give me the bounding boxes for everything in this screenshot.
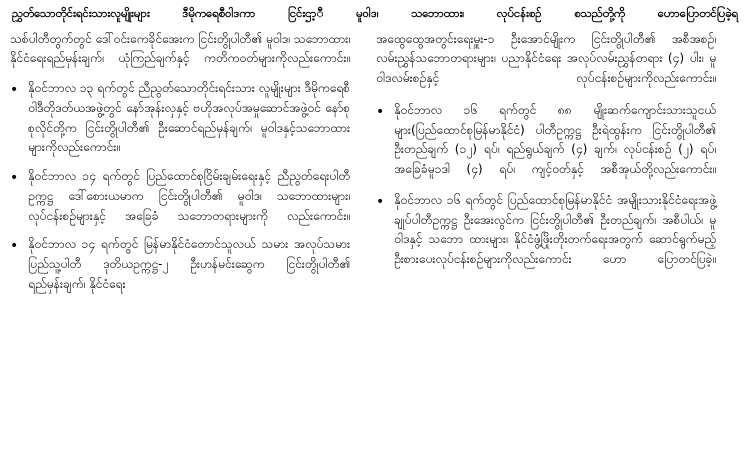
list-item-text: နိုဝင်ဘာလ ၁၄ ရက်တွင် မြန်မာနိုင်ငံတောင်သူလယ် သမား အလုပ်သမားပြည်သူ့ပါတီ ဒုတိယဥက္ကဋ္ဌ-၂ ဦးဟန်မင်းဆွေက ငြင်းတွိုပါတီ၏ ရည်မှန်းချက်၊ နိုင်ငံရေး [28, 237, 350, 291]
list-item-text: နိုဝင်ဘာလ ၁၄ ရက်တွင် ပြည်ထောင်စုငြိမ်းချမ်းရေးနှင့် ညီညွတ်ရေးပါတီဥက္ကဋ္ဌ ဒေါ်စေားယမာက ငြင်းတွိုပါတီ၏ မူဝါဒ၊ သဘောထားများ၊ လုပ်ငန်းစဉ်များနှင့် အခြေခံ သဘောတရားများကို လည်းကောင်း။ [28, 169, 350, 223]
paragraph: သစ်ပါတီတွက်တွင် ဒေါ်ဝင်းကေခိုင်အေးက ငြင်းတွိုပါတီ၏ မူဝါဒ၊ သဘောထား၊ နိုင်ငံရေးရည်မှန်းချက်၊ ယုံကြည်ချက်နှင့် ကတိကဝတ်များကိုလည်းကောင်း။ [10, 31, 350, 66]
bullet-icon: • [376, 103, 385, 120]
list-item-text: နိုဝင်ဘာလ ၁၆ ရက်တွင် ၈၈ မျိုးဆက်ကျောင်းသားသူငယ် များ(ပြည်ထောင်စုမြန်မာနိုင်ငံ) ပါတီဥက္ကဋ္ဌ ဦးရဲထွန်းက ငြင်းတွိုပါတီ၏ ဦးတည်ချက် (၁၂) ရပ်၊ ရည်ရွယ်ချက် (၄) ချက်၊ လုပ်ငန်းစဉ် (၂) ရပ်၊ အခြေခံမူ၁ဒါ (၄) ရပ်၊ ကျင့်ဝတ်နှင့် အစီအုယ်တို့လည်းကောင်း။ [394, 102, 716, 177]
list-item [376, 101, 716, 180]
bullet-icon: • [376, 193, 385, 210]
left-column [10, 30, 350, 304]
page-title: ညွှတ်သောတိုင်းရင်းသားလူမျိုးများ ဒီမိုကရေစီဝါဒကာ ငြင်းဌာ့ီ မူဝါဒ၊ သဘောထား၊ လုပ်ငန်းစဉ် စသည်တို့ကို ဟောပြောတင်ပြခဲ့ရ [12, 6, 738, 20]
bullet-icon: • [10, 238, 19, 255]
list-item [10, 79, 350, 158]
list-item [376, 191, 716, 270]
right-column [376, 30, 716, 279]
paragraph: အထွေထွေအတွင်းရေးမှူး-၁ ဦးအောင်မျိုးက ငြင်းတွိုပါတီ၏ အစီအစဉ်၊ လမ်းညွှန်သဘောတရားများ၊ ပညာနိုင်ငံရေး အလုပ်လမ်းညွှန်တရား (၄) ပါး၊ မူဝါဒလမ်းစဉ်နှင့် လုပ်ငန်းစဉ်များကိုလည်းကောင်း။ [376, 31, 716, 86]
bullet-icon: • [10, 82, 19, 99]
two-column-layout [10, 30, 740, 304]
list-item [10, 167, 350, 226]
bullet-icon: • [10, 170, 19, 187]
list-item [10, 235, 350, 294]
list-item-text: နိုဝင်ဘာလ ၁၆ ရက်တွင် ပြည်ထောင်စုမြန်မာနိုင်ငံ အမျိုးသားနိုင်ငံရေးအဖွဲ့ချုပ်ပါတီဥက္ကဋ္ဌ ဦးအေးလွင်က ငြင်းတွိုပါတီ၏ ဦးတည်ချက်၊ အစီပါယ်၊ မူဝါဒနှင့် သဘော ထားများ၊ နိုင်ငံဖွံ့ဖြိုးတိုးတက်ရေးအတွက် ဆောင်ရွက်မည့်ဦးစားပေးလုပ်ငန်းစဉ်များကိုလည်းကောင်း ဟော ပြောတင်ပြခဲ့။ [394, 192, 716, 267]
list-item-text: နိုဝင်ဘာလ ၁၃ ရက်တွင် ညီညွတ်သောတိုင်းရင်းသား လူမျိုးများ ဒီမိုကရေစီဝါဒီတိုဒတ်ယအဖွဲ့တွင် နော်အုန်းလှနှင့် ဗဟိုအလုပ်အမှုဆောင်အဖွဲ့ဝင် နော်စုစုလိုင်တို့က ငြင်းတွိုပါတီ၏ ဦးဆောင်ရည်မှန်ချက်၊ မူဝါဒနှင့်သဘောထားများကိုလည်းကောင်း။ [28, 81, 350, 155]
